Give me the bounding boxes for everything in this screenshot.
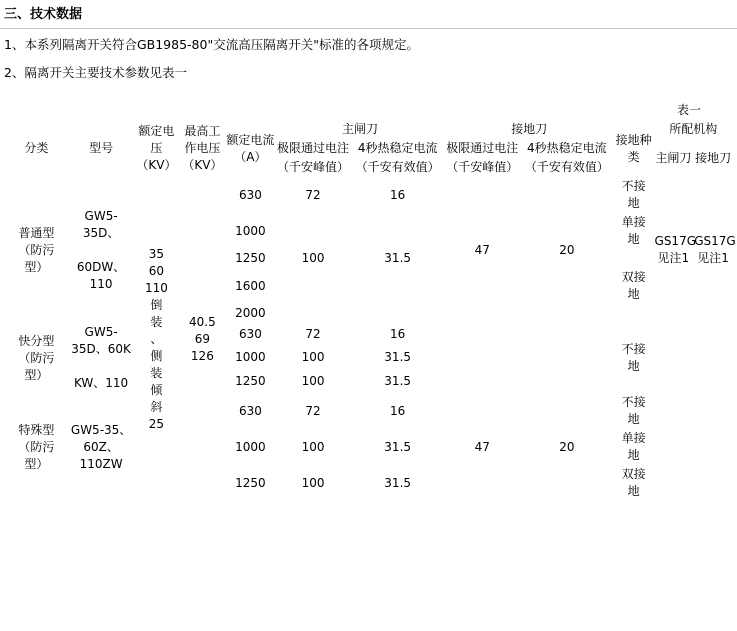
cell-mechanism-ground: [693, 393, 733, 501]
header-rated-voltage: 额定电压 （KV）: [136, 124, 177, 172]
table-row: [4, 323, 733, 346]
cell-mechanism-ground: [693, 323, 733, 393]
cell-main-thermal: 31.5: [384, 439, 412, 454]
cell-rated-current: 1000: [235, 223, 266, 238]
cell-main-peak: 100: [301, 439, 325, 454]
cell-rated-current: 1250: [235, 251, 266, 265]
cell-main-thermal: 31.5: [384, 373, 412, 388]
header-main-peak-unit: （千安峰值）: [277, 160, 350, 174]
cell-ground-type: [275, 304, 350, 323]
cell-main-peak: 100: [301, 475, 325, 490]
table-row: [4, 177, 733, 213]
cell-main-thermal: 31.5: [384, 251, 412, 265]
cell-ground-peak: 47: [474, 439, 490, 454]
table-header-row-1: [4, 120, 733, 139]
header-mechanism-main: 主闸刀: [655, 150, 692, 165]
header-mechanism-ground: 接地刀: [695, 150, 732, 165]
cell-ground-thermal: 20: [559, 242, 575, 257]
header-ground-thermal-unit: （千安有效值）: [524, 160, 609, 174]
header-main-blade: 主闸刀: [342, 122, 379, 136]
section-heading: 三、技术数据: [4, 7, 83, 22]
cell-main-peak: 72: [305, 187, 321, 202]
cell-rated-current: 1000: [235, 439, 266, 454]
cell-main-thermal: 31.5: [384, 475, 412, 490]
cell-main-thermal: 16: [390, 187, 406, 202]
cell-max-voltage: 40.5 69 126: [189, 314, 216, 363]
header-ground-type: 接地种类: [615, 132, 652, 164]
cell-ground-type: 单接 地: [621, 431, 646, 462]
cell-model: GW5-35D、 60DW、110: [76, 208, 126, 291]
cell-ground-type: 不接 地: [621, 179, 646, 210]
cell-main-peak: 100: [301, 251, 325, 265]
cell-ground-type: 单接 地: [621, 215, 646, 246]
cell-main-thermal: 16: [390, 403, 406, 418]
cell-ground-type: 不接 地: [621, 395, 646, 426]
cell-mechanism-main: [654, 323, 694, 393]
cell-ground-type: 不接 地: [621, 342, 646, 373]
header-mechanism: 所配机构: [669, 122, 718, 136]
cell-model: GW5-35D、60K KW、110: [71, 325, 131, 390]
header-ground-peak-unit: （千安峰值）: [446, 160, 519, 174]
cell-rated-current: 630: [238, 187, 262, 202]
cell-category: 特殊型 （防污 型）: [18, 422, 55, 471]
heading-divider: [0, 28, 737, 29]
cell-rated-current: 2000: [235, 306, 266, 320]
cell-ground-peak: 47: [474, 242, 490, 257]
specifications-table: [4, 120, 736, 501]
header-xinghao: 型号: [89, 141, 114, 155]
cell-mechanism-main: [654, 393, 694, 501]
document-page: [0, 6, 737, 631]
cell-rated-current: 630: [238, 327, 262, 342]
cell-ground-thermal: [520, 323, 614, 393]
cell-ground-type: 双接 地: [621, 270, 646, 301]
header-main-peak: 极限通过电注: [277, 141, 350, 155]
cell-rated-current: 1600: [235, 278, 266, 293]
cell-mechanism-main: GS17G 见注1: [654, 234, 696, 265]
cell-main-peak: 100: [301, 373, 325, 388]
cell-main-peak: 72: [305, 403, 321, 418]
header-ground-thermal: 4秒热稳定电流: [527, 141, 607, 155]
cell-ground-type: 双接 地: [621, 467, 646, 498]
cell-main-peak: 100: [301, 350, 325, 365]
cell-category: 普通型 （防污 型）: [18, 225, 55, 274]
header-fenlei: 分类: [24, 141, 49, 155]
table-caption: 表一: [676, 103, 701, 117]
cell-rated-current: 1250: [235, 475, 266, 490]
cell-category: 快分型 （防污 型）: [18, 333, 55, 382]
header-main-thermal: 4秒热稳定电流: [357, 141, 438, 155]
header-ground-peak: 极限通过电注: [446, 141, 519, 155]
cell-rated-current: 630: [238, 403, 262, 418]
paragraph-2: 2、隔离开关主要技术参数见表一: [4, 65, 187, 80]
header-max-voltage: 最高工作电压 （KV）: [182, 124, 223, 172]
cell-rated-voltage: 35 60 110 倒 装 、 侧 装 倾 斜 25: [144, 246, 168, 431]
header-ground-blade: 接地刀: [511, 122, 548, 136]
paragraph-1: 1、本系列隔离开关符合GB1985-80"交流高压隔离开关"标准的各项规定。: [4, 37, 419, 52]
table-row: [4, 393, 733, 429]
cell-model: GW5-35、 60Z、 110ZW: [70, 422, 132, 471]
cell-ground-peak: [445, 323, 520, 393]
cell-mechanism-ground: GS17G 见注1: [694, 234, 736, 265]
header-rated-current: 额定电流（A）: [226, 132, 275, 164]
cell-ground-thermal: 20: [559, 439, 575, 454]
cell-rated-current: 1250: [235, 373, 266, 388]
cell-main-thermal: 16: [390, 327, 406, 342]
cell-rated-current: 1000: [235, 350, 266, 365]
cell-main-thermal: 31.5: [384, 350, 412, 365]
cell-main-peak: 72: [305, 327, 321, 342]
header-main-thermal-unit: （千安有效值）: [355, 160, 440, 174]
cell-ground-type: [614, 249, 654, 268]
